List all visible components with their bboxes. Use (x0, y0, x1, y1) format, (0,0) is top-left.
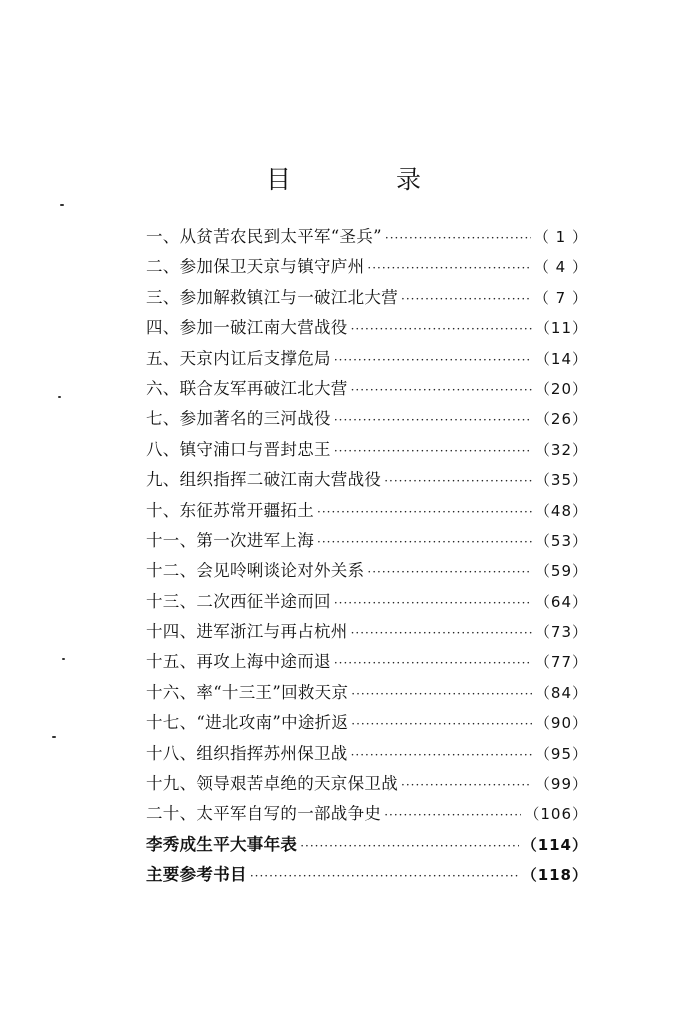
toc-entry-page-number: （ 7 ） (533, 288, 588, 307)
toc-entry (146, 526, 588, 556)
dot-leader (351, 709, 532, 739)
toc-entry (146, 435, 588, 465)
dot-leader (385, 223, 531, 253)
toc-entry-title: 五、天京内讧后支撑危局 (146, 348, 331, 368)
toc-entry-page-number: （14） (534, 349, 588, 368)
dot-leader (351, 314, 532, 344)
dot-leader (300, 831, 518, 861)
toc-entry-title: 十二、会见呤唎谈论对外关系 (146, 561, 365, 581)
toc-entry-title: 主要参考书目 (146, 865, 247, 885)
print-speck (60, 204, 64, 206)
toc-entry-title: 十八、组织指挥苏州保卫战 (146, 743, 348, 763)
toc-entry-page-number: （90） (534, 714, 588, 733)
toc-entry-title: 三、参加解救镇江与一破江北大营 (146, 287, 398, 307)
dot-leader (367, 557, 532, 587)
toc-entry-title: 二十、太平军自写的一部战争史 (146, 804, 382, 824)
toc-entry (146, 252, 588, 282)
toc-entry-page-number: （95） (534, 744, 588, 763)
toc-entry-title: 十一、第一次进军上海 (146, 530, 314, 550)
toc-entry-page-number: （26） (534, 410, 588, 429)
toc-entry (146, 647, 588, 677)
dot-leader (317, 497, 532, 527)
toc-entry (146, 556, 588, 586)
toc-entry (146, 830, 588, 860)
toc-entry (146, 587, 588, 617)
toc-entry-title: 十三、二次西征半途而回 (146, 591, 331, 611)
toc-entry-page-number: （114） (521, 835, 588, 854)
toc-entry-title: 六、联合友军再破江北大营 (146, 378, 348, 398)
toc-entry (146, 313, 588, 343)
toc-entry-page-number: （32） (534, 440, 588, 459)
toc-entry-title: 十四、进军浙江与再占杭州 (146, 622, 348, 642)
toc-entry-title: 十九、领导艰苦卓绝的天京保卫战 (146, 774, 398, 794)
dot-leader (317, 527, 532, 557)
dot-leader (334, 588, 532, 618)
dot-leader (367, 253, 531, 283)
toc-entry (146, 739, 588, 769)
toc-entry-title: 八、镇守浦口与晋封忠王 (146, 439, 331, 459)
toc-entry (146, 404, 588, 434)
toc-entry-page-number: （77） (534, 653, 588, 672)
toc-entry-title: 九、组织指挥二破江南大营战役 (146, 470, 382, 490)
toc-entry (146, 283, 588, 313)
toc-entry-title: 二、参加保卫天京与镇守庐州 (146, 257, 365, 277)
print-speck (58, 396, 61, 398)
dot-leader (351, 375, 532, 405)
dot-leader (401, 770, 532, 800)
print-speck (62, 658, 65, 660)
dot-leader (334, 405, 532, 435)
dot-leader (334, 345, 532, 375)
dot-leader (351, 679, 532, 709)
toc-entry-title: 一、从贫苦农民到太平军“圣兵” (146, 227, 382, 246)
dot-leader (334, 648, 532, 678)
toc-entry-page-number: （11） (534, 319, 588, 338)
toc-entry (146, 860, 588, 890)
toc-entry (146, 678, 588, 708)
dot-leader (384, 800, 521, 830)
toc-entry-title: 十、东征苏常开疆拓土 (146, 500, 314, 520)
toc-entry-page-number: （53） (534, 531, 588, 550)
toc-entry-page-number: （84） (534, 683, 588, 702)
toc-entry (146, 617, 588, 647)
dot-leader (334, 436, 532, 466)
page-title: 目 录 (265, 165, 461, 194)
toc-entry-page-number: （99） (534, 775, 588, 794)
toc-entry-title: 四、参加一破江南大营战役 (146, 318, 348, 338)
toc-entry-page-number: （20） (534, 379, 588, 398)
toc-entry-page-number: （ 1 ） (533, 228, 588, 246)
dot-leader (351, 618, 532, 648)
toc-entry (146, 374, 588, 404)
print-speck (52, 736, 56, 738)
toc-entry (146, 496, 588, 526)
toc-entry-page-number: （118） (521, 866, 588, 885)
toc-entry-title: 李秀成生平大事年表 (146, 834, 298, 854)
dot-leader (250, 861, 519, 891)
toc-entry-page-number: （73） (534, 623, 588, 642)
toc-entry-page-number: （106） (524, 805, 588, 824)
table-of-contents (146, 222, 588, 891)
toc-entry (146, 222, 588, 252)
toc-entry (146, 465, 588, 495)
toc-entry (146, 799, 588, 829)
toc-entry-title: 七、参加著名的三河战役 (146, 409, 331, 429)
toc-entry (146, 769, 588, 799)
toc-entry (146, 344, 588, 374)
dot-leader (401, 284, 531, 314)
toc-entry-title: 十五、再攻上海中途而退 (146, 652, 331, 672)
toc-entry-page-number: （48） (534, 501, 588, 520)
toc-entry-page-number: （59） (534, 562, 588, 581)
dot-leader (351, 740, 532, 770)
toc-entry-page-number: （64） (534, 592, 588, 611)
toc-entry-page-number: （ 4 ） (533, 258, 588, 277)
toc-entry (146, 708, 588, 738)
toc-entry-title: 十六、率“十三王”回救天京 (146, 682, 349, 702)
toc-entry-page-number: （35） (534, 471, 588, 490)
toc-entry-title: 十七、“进北攻南”中途折返 (146, 713, 349, 733)
dot-leader (384, 466, 532, 496)
